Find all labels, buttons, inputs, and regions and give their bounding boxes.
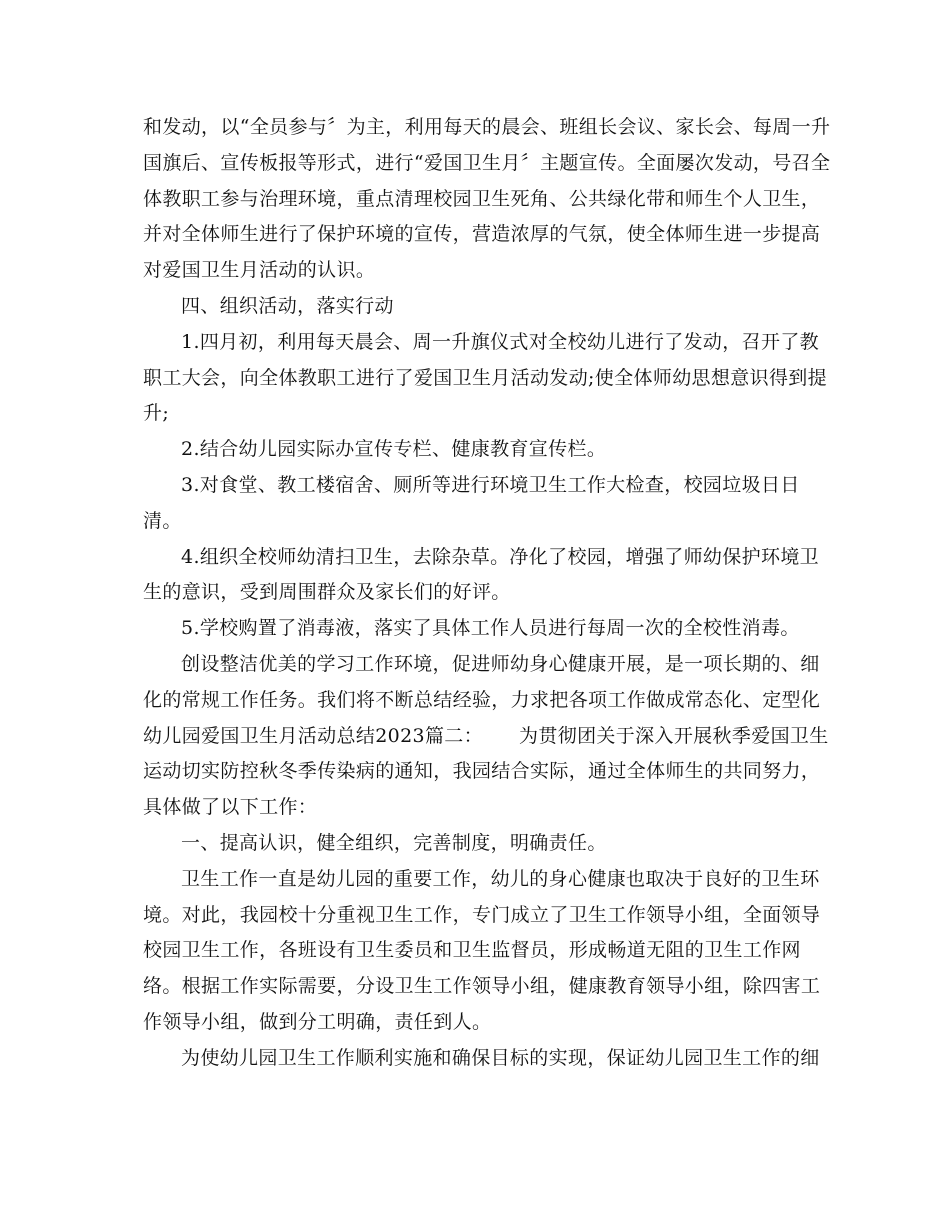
text-line: 对爱国卫生月活动的认识。 (143, 259, 376, 282)
text-line: 具体做了以下工作： (143, 796, 318, 819)
paragraph-start: 为使幼儿园卫生工作顺利实施和确保目标的实现，保证幼儿园卫生工作的细 (181, 1046, 820, 1069)
paragraph-start: 卫生工作一直是幼儿园的重要工作，幼儿的身心健康也取决于良好的卫生环 (181, 867, 820, 890)
text-line: 体教职工参与治理环境，重点清理校园卫生死角、公共绿化带和师生个人卫生， (143, 187, 821, 210)
text-line: 清。 (143, 509, 182, 532)
text-line: 化的常规工作任务。我们将不断总结经验，力求把各项工作做成常态化、定型化 (143, 688, 821, 711)
list-item: 1.四月初，利用每天晨会、周一升旗仪式对全校幼儿进行了发动，召开了教 (181, 330, 820, 353)
text-line: 络。根据工作实际需要，分设卫生工作领导小组，健康教育领导小组，除四害工 (143, 975, 821, 998)
paragraph-start: 创设整洁优美的学习工作环境，促进师幼身心健康开展，是一项长期的、细 (181, 652, 820, 675)
document-body (143, 110, 831, 1077)
text-line: 并对全体师生进行了保护环境的宣传，营造浓厚的气氛，使全体师生进一步提高 (143, 223, 821, 246)
list-item: 5.学校购置了消毒液，落实了具体工作人员进行每周一次的全校性消毒。 (181, 617, 800, 640)
text-line: 运动切实防控秋冬季传染病的通知，我园结合实际，通过全体师生的共同努力， (143, 760, 821, 783)
list-item: 2.结合幼儿园实际办宣传专栏、健康教育宣传栏。 (181, 438, 607, 461)
text-line: 国旗后、宣传板报等形式，进行“爱国卫生月〞主题宣传。全面屡次发动，号召全 (143, 151, 831, 174)
list-item: 3.对食堂、教工楼宿舍、厕所等进行环境卫生工作大检查，校园垃圾日日 (181, 473, 800, 496)
text-line-with-title (143, 719, 829, 755)
section-heading: 一、提高认识，健全组织，完善制度，明确责任。 (181, 831, 607, 854)
section-heading: 四、组织活动，落实行动 (181, 294, 394, 317)
list-item: 4.组织全校师幼清扫卫生，去除杂草。净化了校园，增强了师幼保护环境卫 (181, 545, 820, 568)
text-line: 升; (143, 402, 170, 425)
article-subtitle: 幼儿园爱国卫生月活动总结2023篇二： (143, 724, 484, 747)
text-fragment: 为贯彻团关于深入开展秋季爱国卫生 (519, 724, 829, 747)
text-line: 作领导小组，做到分工明确，责任到人。 (143, 1010, 492, 1033)
text-line: 和发动，以“全员参与〞为主，利用每天的晨会、班组长会议、家长会、每周一升 (143, 116, 831, 138)
text-line: 境。对此，我园校十分重视卫生工作，专门成立了卫生工作领导小组，全面领导 (143, 903, 821, 926)
text-line: 校园卫生工作，各班设有卫生委员和卫生监督员，形成畅道无阻的卫生工作网 (143, 939, 801, 962)
text-line: 职工大会，向全体教职工进行了爱国卫生月活动发动;使全体师幼思想意识得到提 (143, 366, 828, 389)
text-line: 生的意识，受到周围群众及家长们的好评。 (143, 581, 511, 604)
